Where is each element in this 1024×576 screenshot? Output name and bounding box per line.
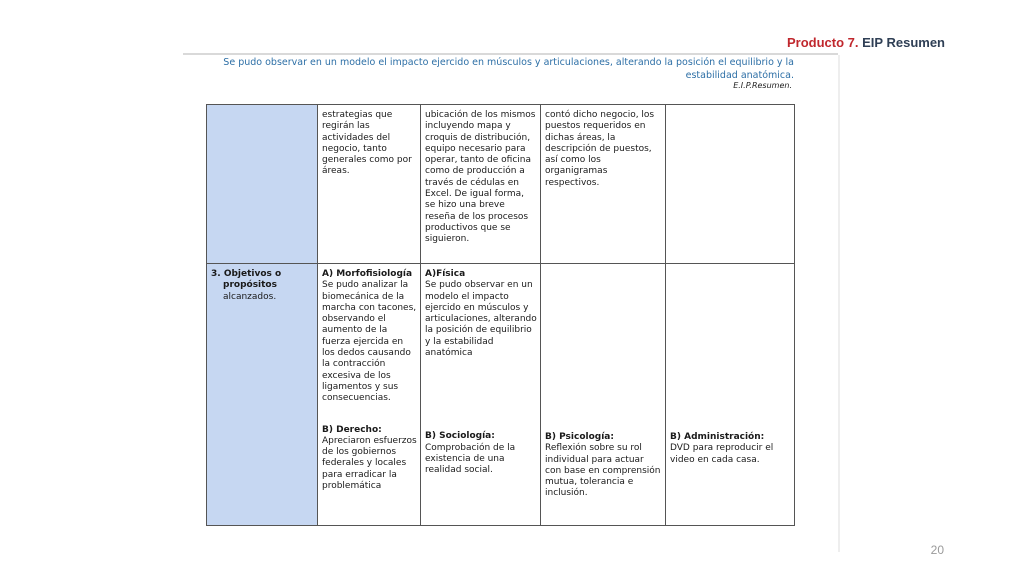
page-header: [787, 35, 945, 50]
right-divider: [838, 55, 840, 552]
cell-text: contó dicho negocio, los puestos requeridos en dichas áreas, la descripción de puestos, así como los organigramas respectivos.: [545, 110, 655, 188]
cell-fisica-sociologia: [421, 264, 541, 526]
subject-title: A)Física: [425, 269, 466, 279]
subject-text: Comprobación de la existencia de una realidad social.: [425, 442, 516, 476]
header-title: EIP Resumen: [862, 35, 945, 50]
cell-positions: [541, 105, 666, 264]
cell-text: estrategias que regirán las actividades del negocio, tanto generales como por áreas.: [322, 110, 412, 177]
cell-text: ubicación de los mismos incluyendo mapa y croquis de distribución, equipo necesario para operar, tanto de oficina como de producción a través de cédulas en Excel. De igual forma, se hizo una breve reseña de los procesos productivos que se siguieron.: [425, 110, 536, 245]
subject-text: DVD para reproducir el video en cada casa.: [670, 443, 774, 465]
table-row: [207, 264, 795, 526]
summary-table: [206, 104, 795, 526]
subject-title: B) Derecho:: [322, 424, 382, 435]
quote-text: Se pudo observar en un modelo el impacto ejercido en músculos y articulaciones, alterando la posición el equilibrio y la estabilidad anatómica.: [223, 57, 794, 81]
subject-text: Apreciaron esfuerzos de los gobiernos federales y locales para erradicar la problemática: [322, 435, 417, 492]
subject-title: A) Morfofisiología: [322, 269, 413, 279]
table-row: [207, 105, 795, 264]
label-line: propósitos: [223, 280, 277, 291]
cell-morfofisiologia-derecho: [318, 264, 421, 526]
cell-psicologia: [541, 264, 666, 526]
subject-title: B) Sociología:: [425, 431, 495, 442]
subject-text: Reflexión sobre su rol individual para actuar con base en comprensión mutua, tolerancia e inclusión.: [545, 443, 661, 499]
cell-empty: [666, 105, 795, 264]
subject-title: B) Psicología:: [545, 432, 614, 442]
cell-strategies: [318, 105, 421, 264]
product-label: Producto 7.: [787, 35, 859, 50]
cell-location: [421, 105, 541, 264]
cell-administracion: [666, 264, 795, 526]
subject-title: B) Administración:: [670, 432, 765, 442]
label-line: alcanzados.: [223, 291, 277, 302]
row-label-cell: [207, 105, 318, 264]
quote-source: E.I.P.Resumen.: [733, 81, 792, 90]
top-divider: [183, 53, 838, 55]
label-line: 3. Objetivos o: [211, 269, 282, 279]
page-number: 20: [930, 543, 944, 557]
subject-text: Se pudo observar en un modelo el impacto ejercido en músculos y articulaciones, alterando la posición de equilibrio y la estabilidad anatómica: [425, 280, 537, 359]
subject-text: Se pudo analizar la biomecánica de la marcha con tacones, observando el aumento de la fuerza ejercida en los dedos causando la contracción excesiva de los ligamentos y sus consecuencias.: [322, 280, 417, 404]
row-label-objectives: [207, 264, 318, 526]
